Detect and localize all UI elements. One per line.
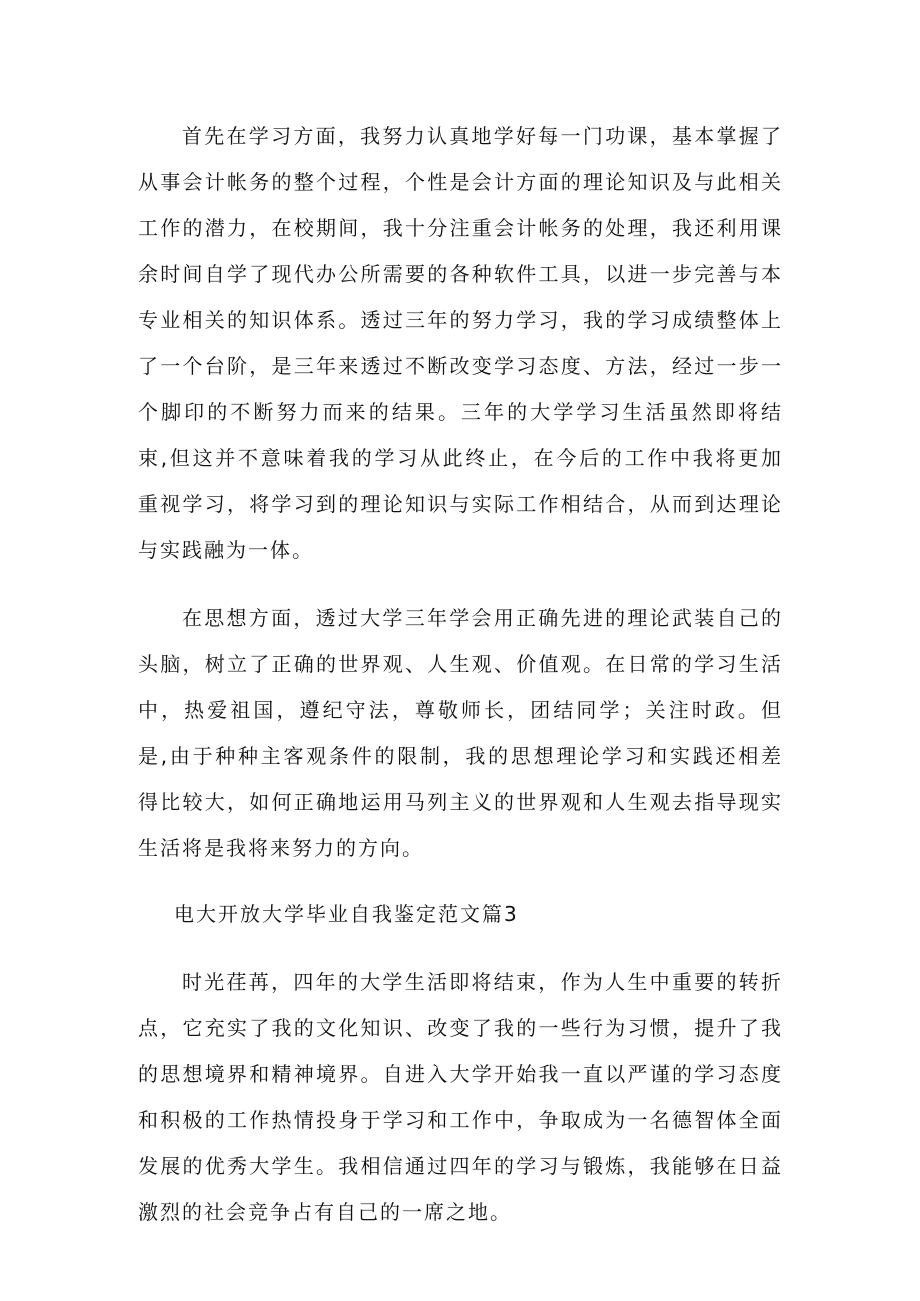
paragraph-study: 首先在学习方面，我努力认真地学好每一门功课，基本掌握了从事会计帐务的整个过程，个性是会计方面的理论知识及与此相关工作的潜力，在校期间，我十分注重会计帐务的处理，我还利用课余时间自学了现代办公所需要的各种软件工具，以进一步完善与本专业相关的知识体系。透过三年的努力学习，我的学习成绩整体上了一个台阶，是三年来透过不断改变学习态度、方法，经过一步一个脚印的不断努力而来的结果。三年的大学学习生活虽然即将结束,但这并不意味着我的学习从此终止，在今后的工作中我将更加重视学习，将学习到的理论知识与实际工作相结合，从而到达理论与实践融为一体。 [138, 124, 783, 562]
document-page [138, 113, 783, 1235]
section-heading: 电大开放大学毕业自我鉴定范文篇3 [174, 902, 519, 926]
paragraph-thought: 在思想方面，透过大学三年学会用正确先进的理论武装自己的头脑，树立了正确的世界观、人生观、价值观。在日常的学习生活中，热爱祖国，遵纪守法，尊敬师长，团结同学；关注时政。但是,由于种种主客观条件的限制，我的思想理论学习和实践还相差得比较大，如何正确地运用马列主义的世界观和人生观去指导现实生活将是我将来努力的方向。 [138, 606, 783, 860]
paragraph-time: 时光荏苒，四年的大学生活即将结束，作为人生中重要的转折点，它充实了我的文化知识、改变了我的一些行为习惯，提升了我的思想境界和精神境界。自进入大学开始我一直以严谨的学习态度和积极的工作热情投身于学习和工作中，争取成为一名德智体全面发展的优秀大学生。我相信通过四年的学习与锻炼，我能够在日益激烈的社会竞争占有自己的一席之地。 [138, 970, 783, 1224]
